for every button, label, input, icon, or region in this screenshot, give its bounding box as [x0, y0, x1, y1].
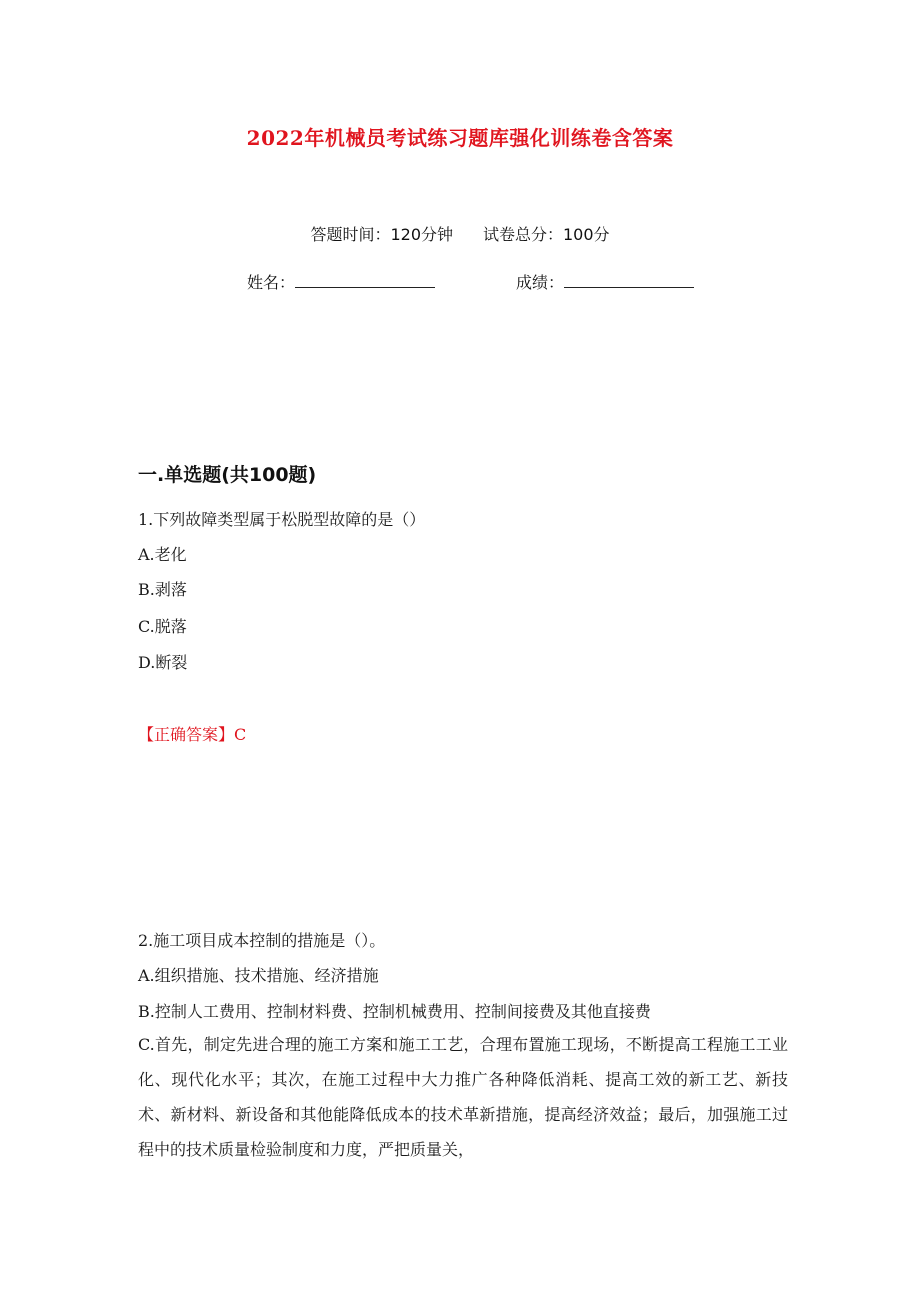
score-label: 成绩： [516, 273, 565, 292]
name-field[interactable] [247, 270, 435, 293]
option-b: B.剥落 [138, 580, 187, 599]
option-a: A.老化 [138, 545, 187, 564]
exam-time: 答题时间：120分钟 [310, 225, 453, 244]
exam-total-score: 试卷总分：100分 [483, 225, 610, 244]
document-title: 2022年机械员考试练习题库强化训练卷含答案 [246, 126, 674, 150]
correct-answer: 【正确答案】C [138, 725, 247, 744]
question-stem: 1.下列故障类型属于松脱型故障的是（） [138, 510, 426, 529]
score-field[interactable] [516, 270, 694, 293]
name-label: 姓名： [247, 273, 296, 292]
name-blank[interactable] [295, 273, 435, 288]
option-b: B.控制人工费用、控制材料费、控制机械费用、控制间接费及其他直接费 [138, 1002, 651, 1021]
exam-meta [0, 222, 920, 245]
option-c: C.首先，制定先进合理的施工方案和施工工艺，合理布置施工现场，不断提高工程施工工业化、现代化水平；其次，在施工过程中大力推广各种降低消耗、提高工效的新工艺、新技术、新材料、新设备和其他能降低成本的技术革新措施，提高经济效益；最后，加强施工过程中的技术质量检验制度和力度，严把质量关， [138, 1035, 788, 1159]
section-title: 一.单选题(共100题) [138, 464, 317, 486]
option-c: C.脱落 [138, 617, 187, 636]
question-stem: 2.施工项目成本控制的措施是（）。 [138, 931, 386, 950]
score-blank[interactable] [564, 273, 694, 288]
option-d: D.断裂 [138, 653, 188, 672]
option-a: A.组织措施、技术措施、经济措施 [138, 966, 379, 985]
